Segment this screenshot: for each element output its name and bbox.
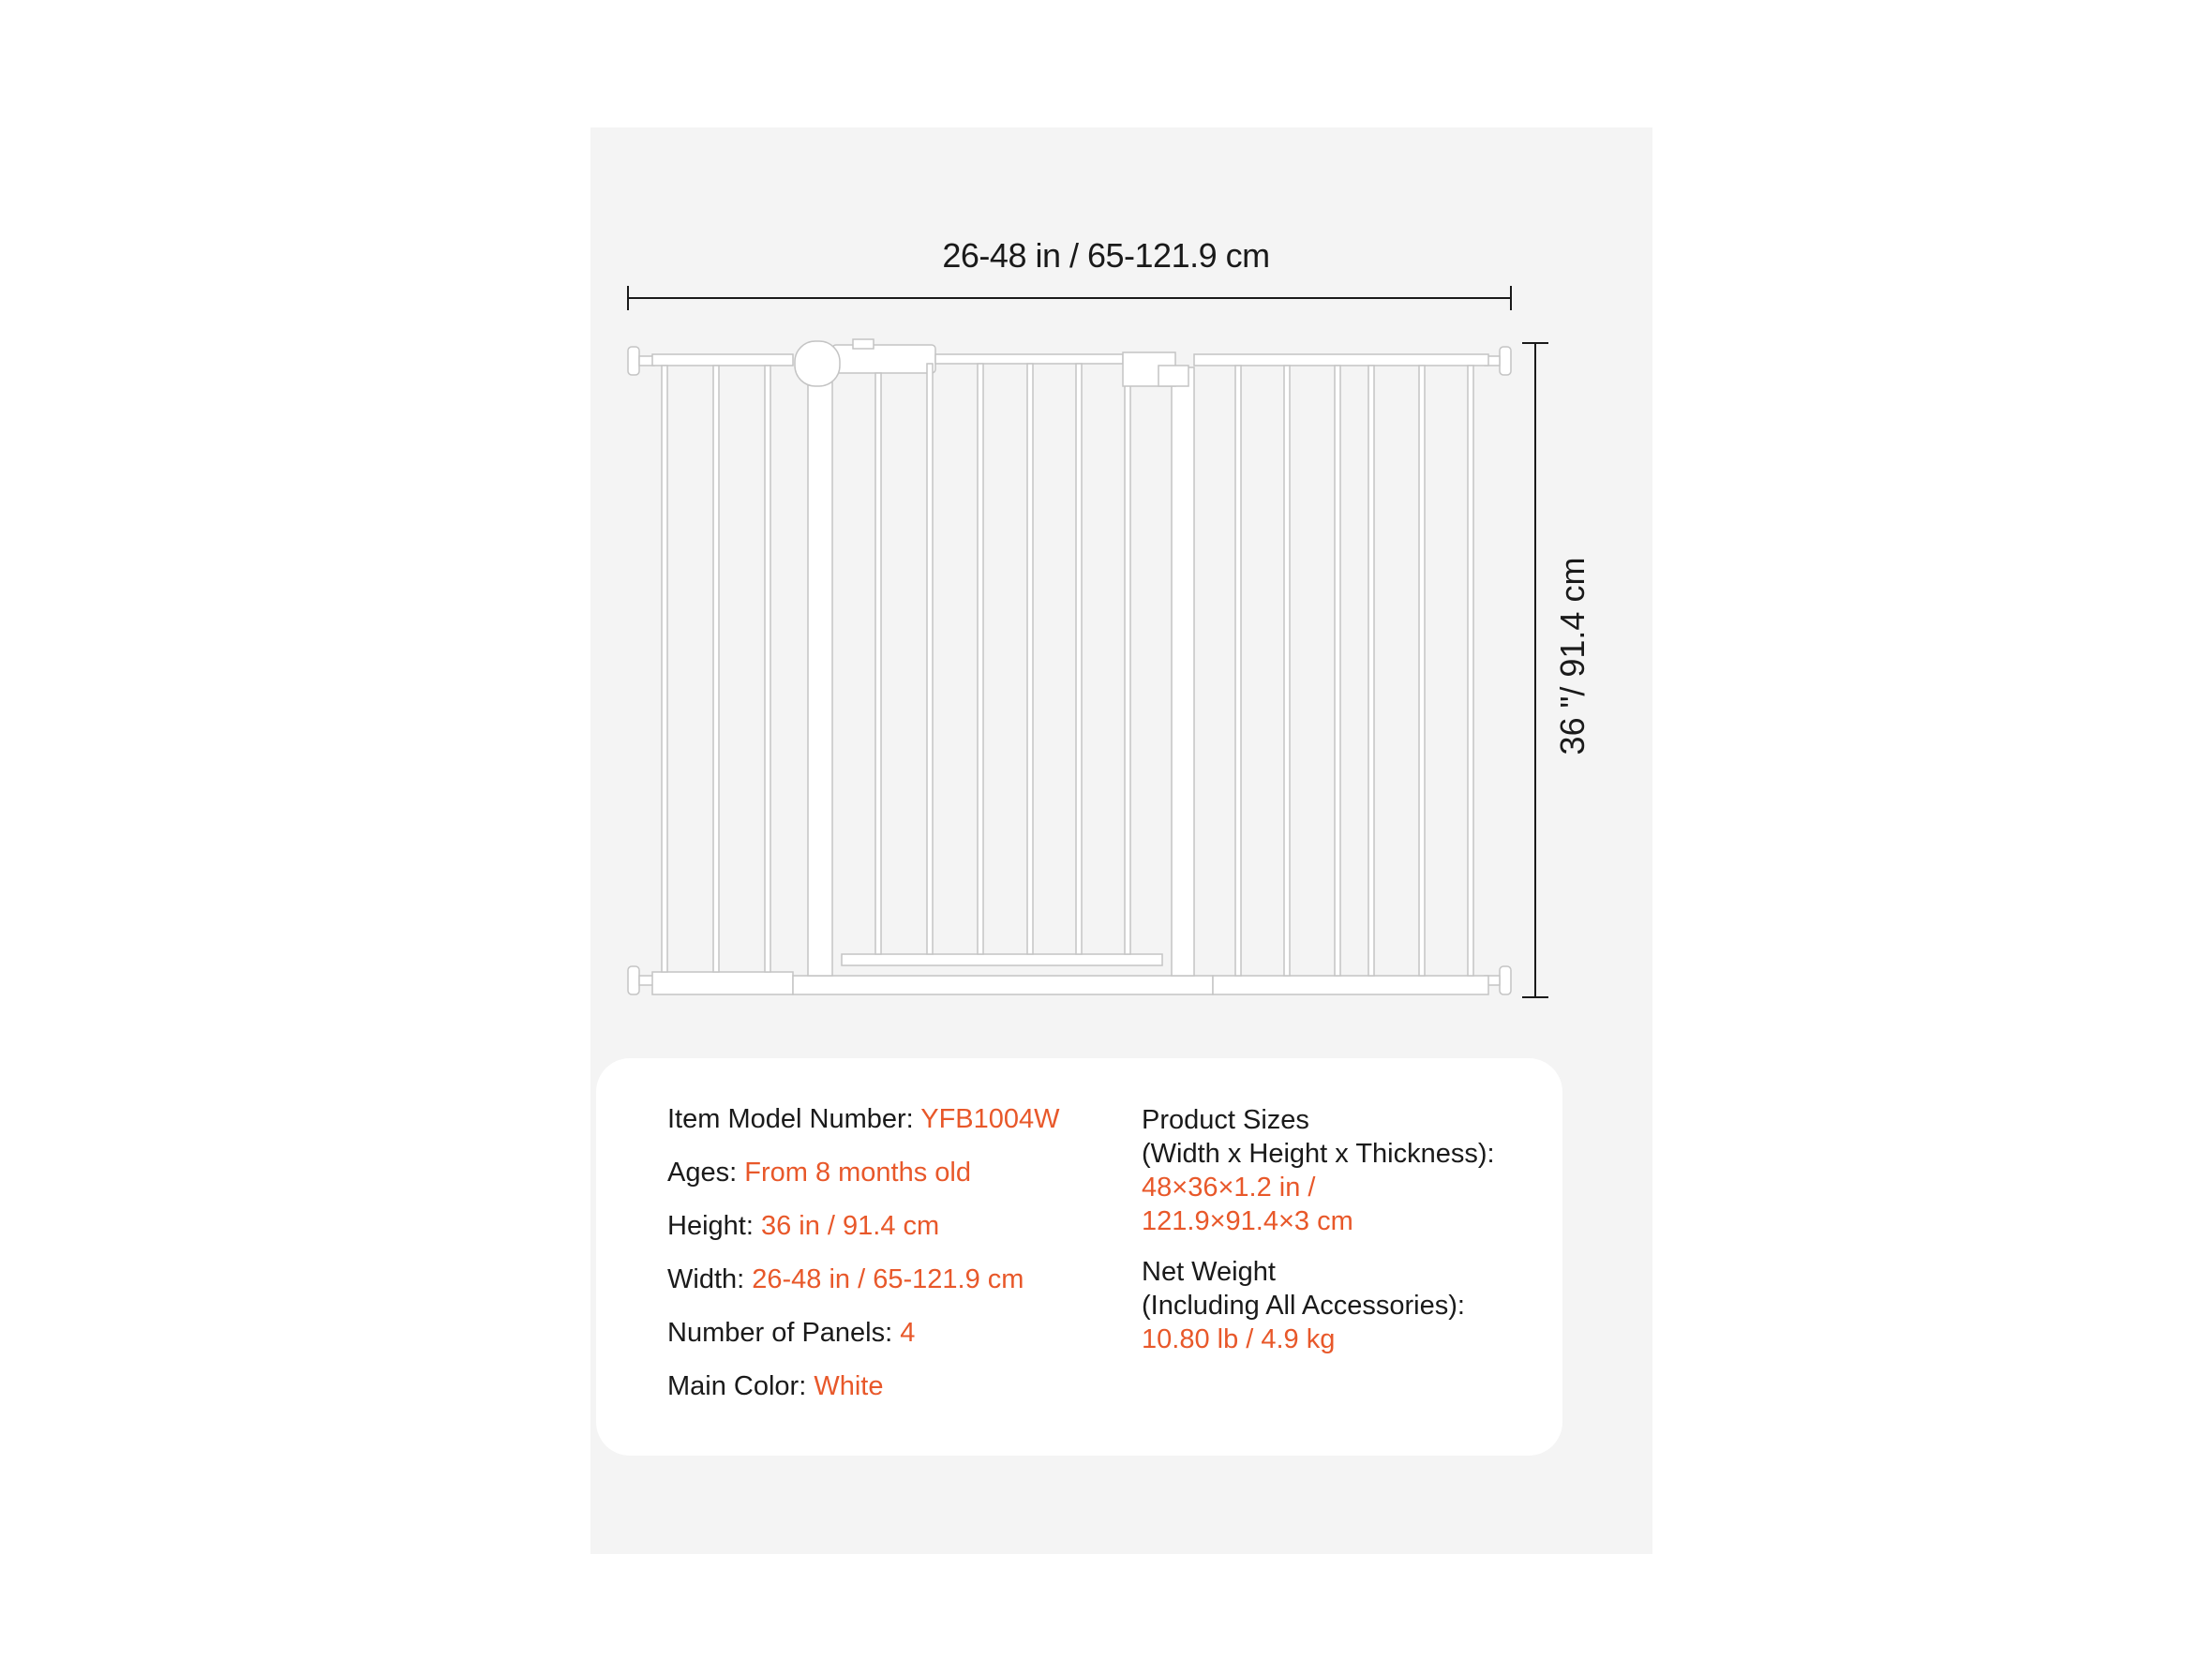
spec-value: 10.80 lb / 4.9 kg: [1142, 1324, 1336, 1354]
pressure-knob-top-left: [628, 347, 654, 375]
door-handle: [795, 341, 840, 386]
spec-value: From 8 months old: [744, 1158, 971, 1188]
spec-value: 121.9×91.4×3 cm: [1142, 1206, 1353, 1236]
spec-list-left: [667, 1103, 1060, 1424]
door-bottom-rail: [842, 954, 1162, 965]
main-frame-left-post: [808, 367, 832, 976]
right-extension-bottom-rail: [1213, 976, 1488, 994]
spec-value: 48×36×1.2 in /: [1142, 1173, 1316, 1203]
spec-net-weight: [1142, 1255, 1495, 1356]
spec-item-number-of-panels: [667, 1317, 1060, 1349]
spec-label: Ages:: [667, 1158, 738, 1188]
height-dimension-label: 36 "/ 91.4 cm: [1553, 557, 1592, 755]
main-frame-bottom-rail: [793, 976, 1213, 994]
spec-label: Product Sizes: [1142, 1105, 1309, 1135]
spec-item-width: [667, 1263, 1060, 1295]
spec-label: Main Color:: [667, 1371, 807, 1401]
spec-item-main-color: [667, 1370, 1060, 1402]
main-frame-right-post: [1172, 367, 1194, 976]
height-dimension-line: [1522, 343, 1548, 997]
spec-list-right: [1142, 1103, 1495, 1373]
pressure-knob-bottom-left: [628, 966, 654, 994]
spec-value: 36 in / 91.4 cm: [760, 1211, 940, 1241]
spec-label: Number of Panels:: [667, 1318, 893, 1348]
gate-frame: [628, 339, 1511, 994]
spec-value: White: [814, 1371, 884, 1401]
spec-item-model-number: [667, 1103, 1060, 1135]
spec-label: (Including All Accessories):: [1142, 1291, 1465, 1321]
spec-item-ages: [667, 1157, 1060, 1188]
spec-card: [596, 1058, 1562, 1456]
spec-item-height: [667, 1210, 1060, 1242]
spec-value: 4: [900, 1318, 916, 1348]
spec-value: 26-48 in / 65-121.9 cm: [752, 1264, 1024, 1294]
spec-label: Item Model Number:: [667, 1104, 914, 1134]
spec-value: YFB1004W: [920, 1104, 1060, 1134]
spec-label: Net Weight: [1142, 1257, 1276, 1287]
spec-label: (Width x Height x Thickness):: [1142, 1139, 1495, 1169]
left-extension-top-rail: [652, 354, 793, 366]
door-top-rail: [832, 345, 935, 373]
right-extension-top-rail: [1194, 354, 1488, 366]
width-dimension-line: [628, 286, 1511, 310]
spec-product-sizes: [1142, 1103, 1495, 1238]
spec-label: Height:: [667, 1211, 754, 1241]
spec-label: Width:: [667, 1264, 745, 1294]
left-extension-bottom-rail: [652, 972, 793, 994]
width-dimension-label: 26-48 in / 65-121.9 cm: [942, 236, 1270, 275]
